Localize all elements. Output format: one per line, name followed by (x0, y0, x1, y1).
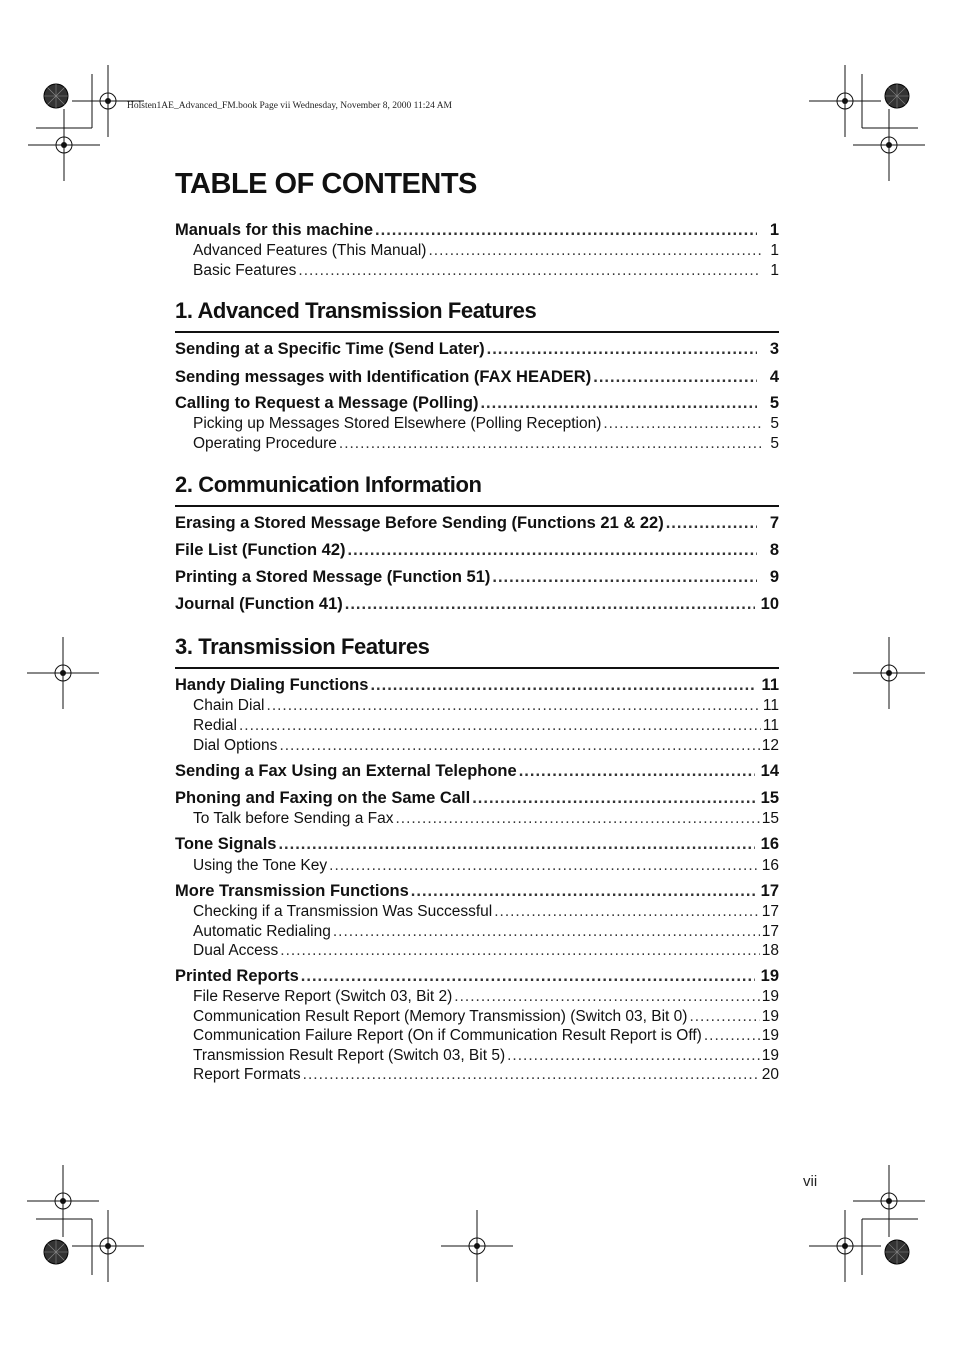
toc-entry-title: Sending a Fax Using an External Telephone (175, 762, 517, 780)
dot-leader (278, 835, 754, 854)
chapter-heading-1: 1. Advanced Transmission Features (175, 298, 537, 323)
page-title: TABLE OF CONTENTS (175, 168, 477, 200)
dot-leader (280, 942, 759, 960)
registration-wheel-top-left (44, 84, 68, 108)
toc-entry-page: 5 (769, 394, 779, 412)
toc-subentry-title: To Talk before Sending a Fax (193, 810, 394, 827)
toc-entry-page: 19 (760, 967, 779, 985)
dot-leader (333, 923, 760, 941)
toc-entry-page: 8 (769, 541, 779, 559)
chapter-rule (175, 667, 779, 669)
crosshair-top-left-b (28, 109, 100, 181)
chapter-rule (175, 331, 779, 333)
toc-entry-title: Printed Reports (175, 967, 299, 985)
toc-entry[interactable] (175, 514, 779, 535)
toc-subentry-page: 15 (761, 810, 779, 827)
toc-entry-page: 16 (760, 835, 779, 853)
toc-subentry-page: 17 (761, 903, 779, 920)
dot-leader (666, 514, 757, 533)
dot-leader (329, 857, 760, 875)
toc-entry-title: Phoning and Faxing on the Same Call (175, 789, 471, 807)
toc-subentry-page: 1 (770, 262, 779, 279)
crosshair-top-right-b (853, 109, 925, 181)
dot-leader (345, 595, 755, 614)
toc-entry[interactable] (175, 368, 779, 389)
toc-subentry-page: 20 (761, 1066, 779, 1083)
crosshair-bottom-left-b (72, 1210, 144, 1282)
dot-leader (487, 340, 757, 359)
toc-subentry[interactable] (193, 415, 779, 435)
dot-leader (239, 717, 761, 735)
toc-entry[interactable] (175, 595, 779, 616)
toc-subentry-title: Operating Procedure (193, 435, 337, 452)
toc-entry[interactable] (175, 541, 779, 562)
crosshair-bottom-center (441, 1210, 513, 1282)
toc-subentry-title: Using the Tone Key (193, 857, 328, 874)
crosshair-bottom-left-a (27, 1165, 99, 1237)
dot-leader (298, 262, 761, 280)
dot-leader (428, 242, 761, 260)
toc-subentry-page: 5 (770, 415, 779, 432)
toc-subentry[interactable] (193, 262, 779, 282)
toc-subentry[interactable] (193, 1047, 779, 1067)
dot-leader (689, 1008, 759, 1026)
toc-entry-page: 1 (769, 221, 779, 239)
toc-entry[interactable] (175, 835, 779, 856)
toc-entry[interactable] (175, 789, 779, 810)
dot-leader (593, 368, 757, 387)
dot-leader (267, 697, 761, 715)
crosshair-middle-left (27, 637, 99, 709)
page-number: vii (803, 1173, 818, 1190)
chapter-rule (175, 505, 779, 507)
toc-subentry[interactable] (193, 242, 779, 262)
toc-entry[interactable] (175, 967, 779, 988)
toc-subentry[interactable] (193, 1008, 779, 1028)
toc-subentry-page: 11 (762, 717, 779, 734)
toc-subentry-title: Checking if a Transmission Was Successful (193, 903, 493, 920)
dot-leader (454, 988, 759, 1006)
dot-leader (301, 967, 755, 986)
toc-subentry-title: Dual Access (193, 942, 279, 959)
toc-subentry-page: 19 (761, 1027, 779, 1044)
toc-entry[interactable] (175, 676, 779, 697)
dot-leader (480, 394, 757, 413)
toc-subentry[interactable] (193, 810, 779, 830)
toc-subentry[interactable] (193, 1066, 779, 1086)
toc-subentry-page: 16 (761, 857, 779, 874)
toc-subentry[interactable] (193, 903, 779, 923)
crosshair-top-right-a (809, 65, 881, 137)
toc-subentry-page: 12 (761, 737, 779, 754)
dot-leader (339, 435, 761, 453)
dot-leader (279, 737, 759, 755)
dot-leader (395, 810, 759, 828)
toc-entry-title: Sending messages with Identification (FAX HEADER) (175, 368, 592, 386)
toc-entry-page: 10 (760, 595, 779, 613)
registration-wheel-top-right (885, 84, 909, 108)
print-header: Holsten1AE_Advanced_FM.book Page vii Wednesday, November 8, 2000 11:24 AM (127, 101, 453, 111)
dot-leader (375, 221, 757, 240)
toc-entry-page: 4 (769, 368, 779, 386)
crosshair-bottom-right-a (853, 1165, 925, 1237)
toc-subentry-title: Communication Failure Report (On if Communication Result Report is Off) (193, 1027, 702, 1044)
toc-entry-page: 17 (760, 882, 779, 900)
toc-subentry-title: Automatic Redialing (193, 923, 331, 940)
toc-subentry-title: File Reserve Report (Switch 03, Bit 2) (193, 988, 453, 1005)
crosshair-bottom-right-b (809, 1210, 881, 1282)
toc-subentry-title: Transmission Result Report (Switch 03, Bit 5) (193, 1047, 506, 1064)
toc-subentry-title: Redial (193, 717, 237, 734)
toc-entry[interactable] (175, 340, 779, 361)
dot-leader (704, 1027, 760, 1045)
toc-subentry[interactable] (193, 857, 779, 877)
dot-leader (603, 415, 761, 433)
dot-leader (411, 882, 755, 901)
toc-entry-page: 14 (760, 762, 779, 780)
toc-entry-title: Journal (Function 41) (175, 595, 343, 613)
dot-leader (303, 1066, 760, 1084)
dot-leader (348, 541, 757, 560)
toc-entry-page: 9 (769, 568, 779, 586)
toc-subentry-title: Report Formats (193, 1066, 301, 1083)
toc-entry-page: 11 (761, 676, 779, 694)
toc-subentry-page: 19 (761, 1047, 779, 1064)
toc-subentry-page: 1 (770, 242, 779, 259)
toc-entry-title: File List (Function 42) (175, 541, 346, 559)
toc-subentry[interactable] (193, 988, 779, 1008)
toc-entry-manuals[interactable] (175, 221, 779, 242)
toc-entry-title: More Transmission Functions (175, 882, 409, 900)
chapter-heading-2: 2. Communication Information (175, 472, 482, 497)
toc-entry-page: 3 (769, 340, 779, 358)
dot-leader (472, 789, 754, 808)
toc-subentry[interactable] (193, 435, 779, 455)
toc-subentry[interactable] (193, 923, 779, 943)
toc-subentry[interactable] (193, 942, 779, 962)
toc-subentry[interactable] (193, 737, 779, 757)
toc-entry-page: 7 (769, 514, 779, 532)
toc-entry[interactable] (175, 394, 779, 415)
toc-subentry-title: Basic Features (193, 262, 297, 279)
toc-entry-title: Sending at a Specific Time (Send Later) (175, 340, 485, 358)
toc-subentry-page: 11 (762, 697, 779, 714)
toc-subentry[interactable] (193, 697, 779, 717)
toc-entry[interactable] (175, 762, 779, 783)
dot-leader (492, 568, 757, 587)
toc-entry-title: Manuals for this machine (175, 221, 374, 239)
toc-subentry-page: 17 (761, 923, 779, 940)
toc-subentry-page: 19 (761, 988, 779, 1005)
crosshair-middle-right (853, 637, 925, 709)
toc-entry-title: Handy Dialing Functions (175, 676, 369, 694)
toc-subentry-title: Advanced Features (This Manual) (193, 242, 427, 259)
registration-wheel-bottom-right (885, 1240, 909, 1264)
toc-subentry[interactable] (193, 1027, 779, 1047)
toc-entry[interactable] (175, 568, 779, 589)
chapter-heading-3: 3. Transmission Features (175, 634, 430, 659)
toc-subentry-title: Chain Dial (193, 697, 265, 714)
dot-leader (370, 676, 755, 695)
toc-entry-title: Tone Signals (175, 835, 277, 853)
toc-subentry[interactable] (193, 717, 779, 737)
dot-leader (494, 903, 760, 921)
toc-subentry-page: 19 (761, 1008, 779, 1025)
toc-entry-title: Calling to Request a Message (Polling) (175, 394, 479, 412)
toc-entry-title: Erasing a Stored Message Before Sending (Functions 21 & 22) (175, 514, 664, 532)
toc-entry-page: 15 (760, 789, 779, 807)
dot-leader (507, 1047, 760, 1065)
registration-wheel-bottom-left (44, 1240, 68, 1264)
dot-leader (519, 762, 755, 781)
toc-entry[interactable] (175, 882, 779, 903)
toc-subentry-title: Dial Options (193, 737, 278, 754)
toc-entry-title: Printing a Stored Message (Function 51) (175, 568, 491, 586)
toc-subentry-page: 5 (770, 435, 779, 452)
toc-subentry-page: 18 (761, 942, 779, 959)
toc-subentry-title: Communication Result Report (Memory Transmission) (Switch 03, Bit 0) (193, 1008, 688, 1025)
toc-subentry-title: Picking up Messages Stored Elsewhere (Polling Reception) (193, 415, 602, 432)
